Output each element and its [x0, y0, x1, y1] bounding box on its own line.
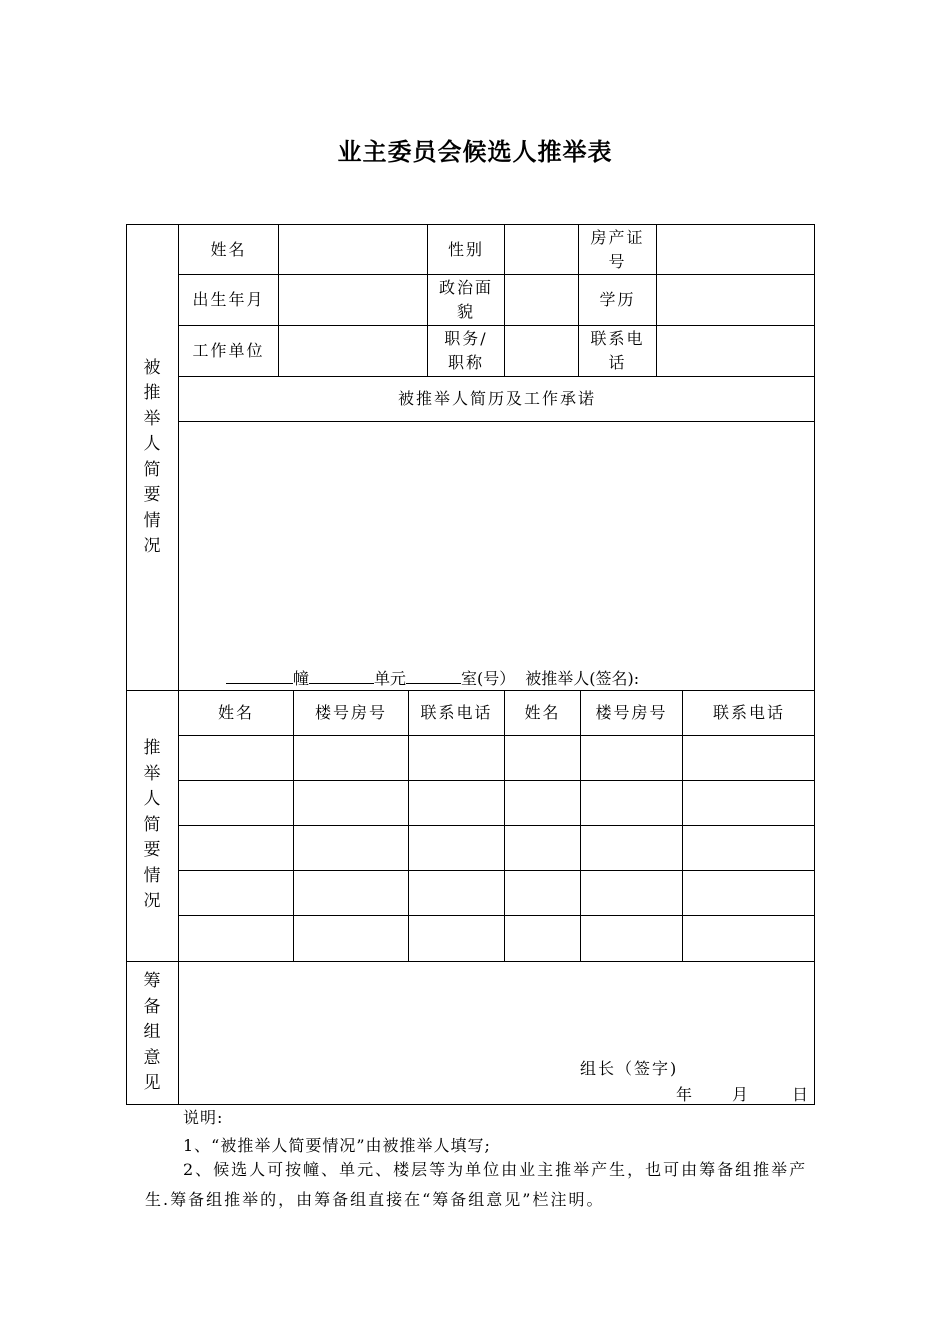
room-label: 室(号）: [461, 669, 516, 688]
political-label: 政治面貌: [438, 278, 493, 321]
political-field[interactable]: [505, 276, 577, 324]
notes-item-1: 1、“被推举人简要情况”由被推举人填写;: [183, 1136, 491, 1155]
unit-blank[interactable]: [309, 668, 374, 684]
birth-field[interactable]: [279, 276, 426, 324]
property-cert-label: 房产证号: [590, 227, 645, 271]
phone-label: 联系电话: [590, 329, 645, 372]
rec-header-room-2: 楼号房号: [595, 703, 668, 722]
birth-label: 出生年月: [192, 290, 265, 309]
workplace-field[interactable]: [279, 327, 426, 375]
notes-item-2: 2、候选人可按幢、单元、楼层等为单位由业主推举产生，也可由筹备组推举产生.筹备组推举的，由筹备组直接在“筹备组意见”栏注明。: [145, 1160, 808, 1209]
building-label: 幢: [293, 669, 310, 688]
education-field[interactable]: [657, 276, 814, 324]
rec-header-phone-2: 联系电话: [712, 703, 785, 722]
education-label: 学历: [599, 290, 636, 309]
property-cert-field[interactable]: [657, 226, 814, 273]
room-blank[interactable]: [406, 668, 461, 684]
workplace-label: 工作单位: [192, 341, 265, 360]
phone-field[interactable]: [657, 327, 814, 375]
rec-header-room-1: 楼号房号: [314, 703, 387, 722]
name-field[interactable]: [279, 226, 426, 273]
gender-label: 性别: [447, 239, 484, 259]
committee-opinion-area[interactable]: [179, 962, 815, 1052]
date-year: 年: [676, 1085, 693, 1104]
nomination-form-table: [126, 224, 815, 1105]
rec-header-name-2: 姓名: [524, 703, 561, 722]
row-divider: [178, 825, 815, 826]
side-label-nominee: 被推举人简要情况: [143, 357, 161, 556]
date-day: 日: [792, 1085, 809, 1104]
rec-header-phone-1: 联系电话: [420, 703, 493, 722]
resume-textarea[interactable]: [179, 422, 815, 662]
position-field[interactable]: [505, 327, 577, 375]
resume-header: 被推举人简历及工作承诺: [397, 389, 596, 408]
leader-signature-label: 组长（签字): [580, 1059, 679, 1078]
notes-heading: 说明:: [183, 1108, 224, 1127]
row-divider: [178, 735, 815, 736]
position-label: 职务/职称: [444, 329, 488, 372]
gender-field[interactable]: [505, 226, 577, 273]
side-label-committee: 筹备组意见: [143, 971, 161, 1094]
unit-label: 单元: [374, 669, 407, 688]
row-divider: [178, 870, 815, 871]
name-label: 姓名: [210, 239, 247, 259]
row-divider: [178, 915, 815, 916]
row-divider: [178, 780, 815, 781]
rec-header-name-1: 姓名: [217, 703, 254, 722]
sign-date: [676, 1082, 808, 1105]
nominee-signature-label: 被推举人(签名):: [525, 669, 640, 688]
address-signature-line: [226, 666, 639, 689]
building-blank[interactable]: [226, 668, 293, 684]
side-label-recommenders: 推举人简要情况: [143, 738, 161, 912]
date-month: 月: [732, 1085, 749, 1104]
page-title: 业主委员会候选人推举表: [337, 137, 613, 166]
